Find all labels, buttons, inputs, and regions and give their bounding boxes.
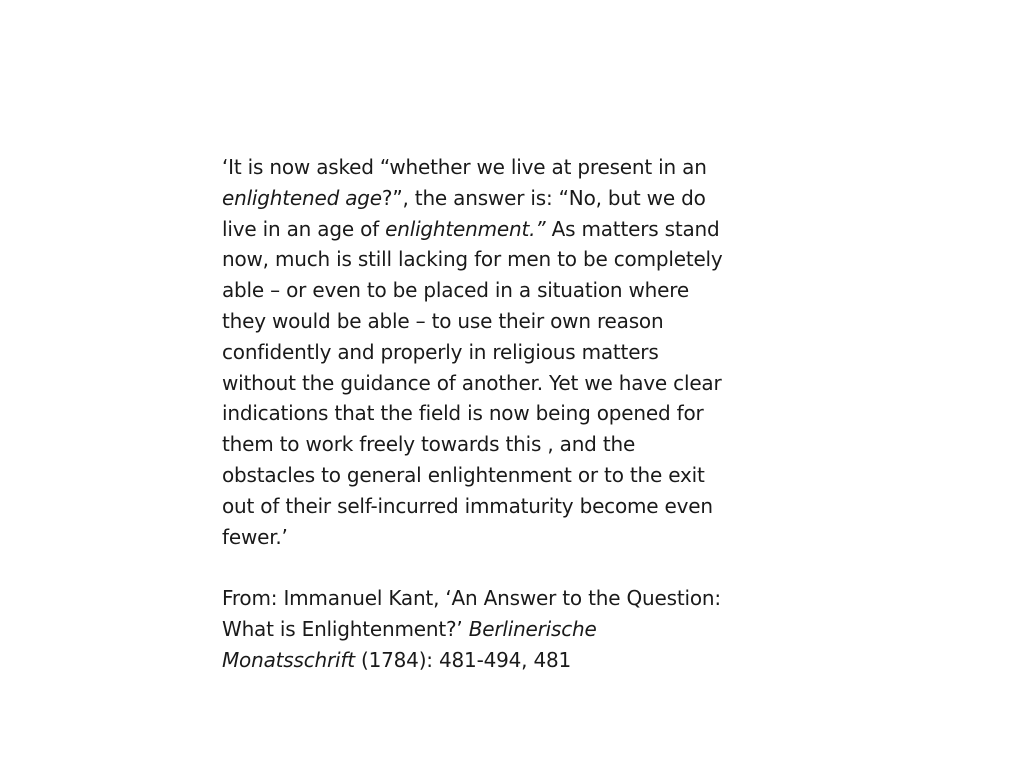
- quote-text: them to work freely towards this , and the: [222, 432, 636, 457]
- quote-text: able – or even to be placed in a situation where: [222, 278, 689, 303]
- paragraph-gap: [222, 552, 782, 583]
- quote-text: obstacles to general enlightenment or to the exit: [222, 462, 705, 487]
- citation-journal-title: Berlinerische: [468, 616, 597, 641]
- citation-line-2: [222, 614, 782, 645]
- quote-text: live in an age of: [222, 216, 386, 241]
- citation: [222, 583, 782, 675]
- quote-text: now, much is still lacking for men to be completely: [222, 247, 723, 272]
- quote-emphasis: enlightenment.”: [385, 216, 546, 241]
- quote-line-5: [222, 275, 782, 306]
- quote-line-4: [222, 244, 782, 275]
- quote: [222, 152, 782, 552]
- quote-line-12: [222, 491, 782, 522]
- citation-text: What is Enlightenment?’: [222, 616, 469, 641]
- quote-text: out of their self-incurred immaturity become even: [222, 493, 713, 518]
- quote-text: they would be able – to use their own reason: [222, 308, 664, 333]
- quote-line-9: [222, 398, 782, 429]
- citation-text: From: Immanuel Kant, ‘An Answer to the Question:: [222, 586, 721, 611]
- citation-text: (1784): 481-494, 481: [354, 647, 572, 672]
- quote-line-6: [222, 306, 782, 337]
- quote-text: without the guidance of another. Yet we have clear: [222, 370, 722, 395]
- quote-line-7: [222, 337, 782, 368]
- quote-text: indications that the field is now being opened for: [222, 401, 704, 426]
- quote-line-8: [222, 368, 782, 399]
- quote-text: ‘It is now asked “whether we live at present in an: [222, 155, 707, 179]
- quote-text: ?”, the answer is: “No, but we do: [381, 185, 706, 210]
- quote-line-11: [222, 460, 782, 491]
- quote-line-3: [222, 214, 782, 245]
- quote-line-13: [222, 522, 782, 553]
- citation-line-3: [222, 645, 782, 676]
- text-block: [222, 152, 782, 676]
- citation-journal-title: Monatsschrift: [222, 647, 355, 672]
- quote-line-10: [222, 429, 782, 460]
- quote-text: confidently and properly in religious matters: [222, 339, 659, 364]
- quote-text: fewer.’: [222, 524, 288, 549]
- quote-line-1: [222, 152, 782, 183]
- quote-text: As matters stand: [545, 216, 720, 241]
- citation-line-1: [222, 583, 782, 614]
- quote-emphasis: enlightened age: [222, 185, 382, 210]
- quote-line-2: [222, 183, 782, 214]
